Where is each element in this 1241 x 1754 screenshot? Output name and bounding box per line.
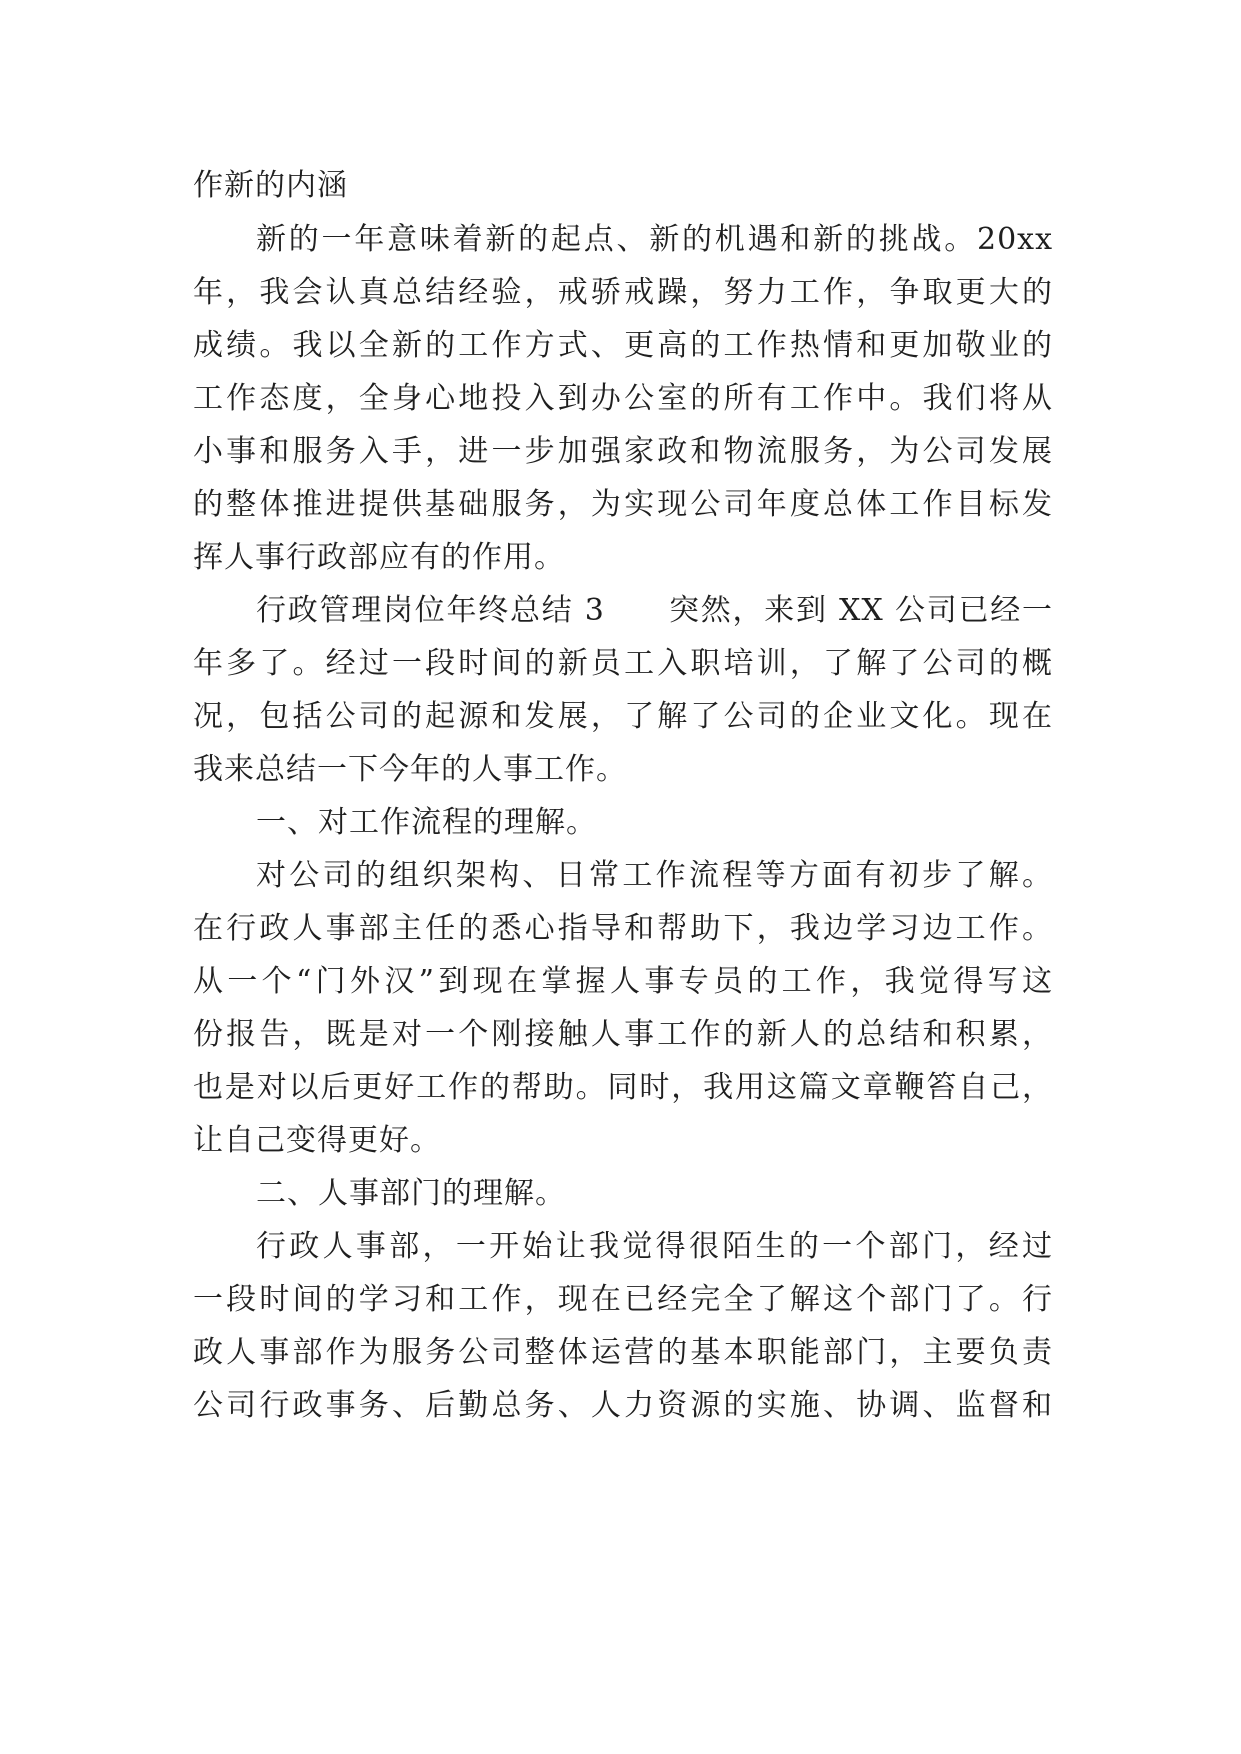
paragraph-first-line: 行政人事部，一开始让我觉得很陌生的一个部门，经过: [256, 1229, 1053, 1264]
text-line: 年多了。经过一段时间的新员工入职培训，了解了公司的概: [193, 646, 1053, 681]
text-line: 让自己变得更好。: [193, 1123, 441, 1158]
text-line: 小事和服务入手，进一步加强家政和物流服务，为公司发展: [193, 434, 1053, 469]
text-line: 份报告，既是对一个刚接触人事工作的新人的总结和积累，: [193, 1017, 1053, 1052]
text-line: 公司行政事务、后勤总务、人力资源的实施、协调、监督和: [193, 1388, 1053, 1423]
text-line: 成绩。我以全新的工作方式、更高的工作热情和更加敬业的: [193, 328, 1053, 363]
text-line: 也是对以后更好工作的帮助。同时，我用这篇文章鞭笞自己，: [193, 1070, 1053, 1105]
text-line: 况，包括公司的起源和发展，了解了公司的企业文化。现在: [193, 699, 1053, 734]
text-line: 工作态度，全身心地投入到办公室的所有工作中。我们将从: [193, 381, 1053, 416]
text-line: 一段时间的学习和工作，现在已经完全了解这个部门了。行: [193, 1282, 1053, 1317]
section-heading-2: 二、人事部门的理解。: [256, 1176, 566, 1211]
paragraph-first-line: 新的一年意味着新的起点、新的机遇和新的挑战。20xx: [256, 222, 1053, 257]
text-line: 作新的内涵: [193, 168, 348, 203]
text-line: 我来总结一下今年的人事工作。: [193, 752, 627, 787]
text-line: 年，我会认真总结经验，戒骄戒躁，努力工作，争取更大的: [193, 275, 1053, 310]
text-line: 的整体推进提供基础服务，为实现公司年度总体工作目标发: [193, 487, 1053, 522]
text-line: 挥人事行政部应有的作用。: [193, 540, 565, 575]
paragraph-first-line: 对公司的组织架构、日常工作流程等方面有初步了解。: [256, 858, 1053, 893]
paragraph-first-line: 行政管理岗位年终总结 3 突然，来到 XX 公司已经一: [256, 593, 1053, 628]
text-line: 在行政人事部主任的悉心指导和帮助下，我边学习边工作。: [193, 911, 1053, 946]
text-line: 政人事部作为服务公司整体运营的基本职能部门，主要负责: [193, 1335, 1053, 1370]
text-line: 从一个“门外汉”到现在掌握人事专员的工作，我觉得写这: [193, 964, 1053, 999]
section-heading-1: 一、对工作流程的理解。: [256, 805, 597, 840]
